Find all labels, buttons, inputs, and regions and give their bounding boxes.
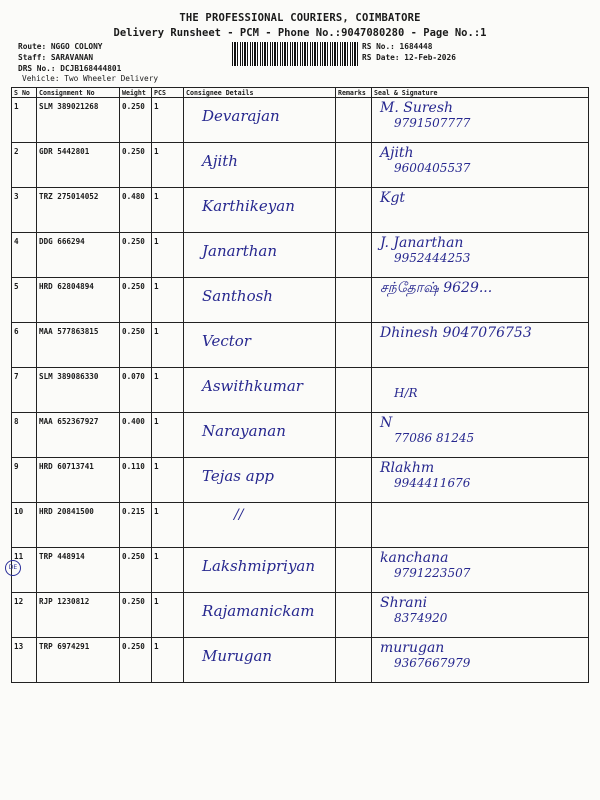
- consignment-cell: RJP 1230812: [37, 593, 120, 638]
- sno-cell: 13: [12, 638, 37, 683]
- signature-name: Shrani: [380, 595, 428, 611]
- table-row: [12, 458, 589, 503]
- consignee-cell: [184, 593, 336, 638]
- consignee-cell: [184, 233, 336, 278]
- consignment-cell: HRD 62804894: [37, 278, 120, 323]
- sno-cell: 10: [12, 503, 37, 548]
- weight-cell: 0.110: [120, 458, 152, 503]
- col-consignee: Consignee Details: [184, 88, 336, 98]
- signature-phone: 9944411676: [394, 476, 471, 490]
- consignee-cell: [184, 458, 336, 503]
- remarks-cell: [336, 503, 372, 548]
- staff-label: Staff: SARAVANAN: [18, 53, 94, 62]
- pcs-cell: 1: [152, 98, 184, 143]
- signature-name: kanchana: [380, 550, 449, 566]
- consignee-handwriting: Rajamanickam: [202, 602, 315, 620]
- table-row: [12, 503, 589, 548]
- sno-cell: 4: [12, 233, 37, 278]
- consignment-cell: HRD 60713741: [37, 458, 120, 503]
- weight-cell: 0.400: [120, 413, 152, 458]
- signature-cell: [372, 413, 589, 458]
- delivery-table: [11, 87, 589, 683]
- route-label: Route: NGGO COLONY: [18, 42, 103, 51]
- handwritten-stamp: DE: [5, 560, 21, 576]
- signature-name: Ajith: [380, 145, 414, 161]
- weight-cell: 0.250: [120, 323, 152, 368]
- table-row: [12, 188, 589, 233]
- weight-cell: 0.070: [120, 368, 152, 413]
- table-row: [12, 278, 589, 323]
- pcs-cell: 1: [152, 188, 184, 233]
- consignee-handwriting: Karthikeyan: [202, 197, 295, 215]
- weight-cell: 0.250: [120, 638, 152, 683]
- signature-phone: 9791223507: [394, 566, 471, 580]
- consignment-cell: SLM 389021268: [37, 98, 120, 143]
- rs-number: RS No.: 1684448: [362, 42, 433, 51]
- pcs-cell: 1: [152, 323, 184, 368]
- consignee-handwriting: Tejas app: [202, 467, 274, 485]
- remarks-cell: [336, 368, 372, 413]
- remarks-cell: [336, 323, 372, 368]
- signature-name: Dhinesh 9047076753: [380, 325, 532, 341]
- remarks-cell: [336, 233, 372, 278]
- table-row: [12, 233, 589, 278]
- remarks-cell: [336, 143, 372, 188]
- consignee-handwriting: Lakshmipriyan: [202, 557, 316, 575]
- signature-cell: [372, 503, 589, 548]
- sno-cell: 6: [12, 323, 37, 368]
- signature-cell: [372, 548, 589, 593]
- remarks-cell: [336, 278, 372, 323]
- consignment-cell: HRD 20841500: [37, 503, 120, 548]
- remarks-cell: [336, 593, 372, 638]
- remarks-cell: [336, 188, 372, 233]
- consignment-cell: TRP 448914: [37, 548, 120, 593]
- signature-phone: 9791507777: [394, 116, 471, 130]
- signature-name: N: [380, 415, 393, 431]
- signature-phone: 8374920: [394, 611, 448, 625]
- consignee-handwriting: Murugan: [202, 647, 273, 665]
- consignee-cell: [184, 188, 336, 233]
- table-row: [12, 413, 589, 458]
- sno-cell: 7: [12, 368, 37, 413]
- signature-cell: [372, 638, 589, 683]
- signature-phone: 9367667979: [394, 656, 471, 670]
- table-row: [12, 593, 589, 638]
- signature-phone: 77086 81245: [394, 431, 475, 445]
- sno-cell: 9: [12, 458, 37, 503]
- col-signature: Seal & Signature: [372, 88, 589, 98]
- consignee-handwriting: Janarthan: [202, 242, 278, 260]
- consignment-cell: SLM 389086330: [37, 368, 120, 413]
- table-row: [12, 98, 589, 143]
- pcs-cell: 1: [152, 143, 184, 188]
- consignee-cell: [184, 278, 336, 323]
- barcode-image: [232, 42, 358, 66]
- signature-cell: [372, 188, 589, 233]
- remarks-cell: [336, 638, 372, 683]
- signature-name: J. Janarthan: [380, 235, 464, 251]
- remarks-cell: [336, 548, 372, 593]
- weight-cell: 0.250: [120, 548, 152, 593]
- signature-phone: 9600405537: [394, 161, 471, 175]
- signature-cell: [372, 278, 589, 323]
- remarks-cell: [336, 98, 372, 143]
- consignee-handwriting: Santhosh: [202, 287, 273, 305]
- consignee-cell: [184, 323, 336, 368]
- consignee-cell: [184, 143, 336, 188]
- rs-date: RS Date: 12-Feb-2026: [362, 53, 456, 62]
- consignment-cell: DDG 666294: [37, 233, 120, 278]
- pcs-cell: 1: [152, 638, 184, 683]
- sno-cell: 5: [12, 278, 37, 323]
- table-header-row: [12, 88, 589, 98]
- signature-phone: 9952444253: [394, 251, 471, 265]
- pcs-cell: 1: [152, 458, 184, 503]
- consignee-cell: [184, 98, 336, 143]
- signature-name: சந்தோஷ் 9629...: [380, 280, 493, 296]
- pcs-cell: 1: [152, 278, 184, 323]
- sno-cell: 3: [12, 188, 37, 233]
- weight-cell: 0.250: [120, 278, 152, 323]
- sno-cell: 12: [12, 593, 37, 638]
- signature-cell: [372, 593, 589, 638]
- sno-cell: 8: [12, 413, 37, 458]
- consignee-cell: [184, 548, 336, 593]
- consignee-handwriting: Devarajan: [202, 107, 280, 125]
- table-row: [12, 368, 589, 413]
- signature-name: M. Suresh: [380, 100, 454, 116]
- pcs-cell: 1: [152, 593, 184, 638]
- drs-number: DRS No.: DCJB168444801: [18, 64, 122, 73]
- sno-cell: 2: [12, 143, 37, 188]
- sno-cell: 1: [12, 98, 37, 143]
- weight-cell: 0.250: [120, 143, 152, 188]
- consignment-cell: TRZ 275014052: [37, 188, 120, 233]
- weight-cell: 0.480: [120, 188, 152, 233]
- signature-cell: [372, 233, 589, 278]
- consignee-handwriting: Ajith: [202, 152, 238, 170]
- table-row: [12, 548, 589, 593]
- table-row: [12, 143, 589, 188]
- sno-cell: 11: [12, 548, 37, 593]
- consignment-cell: GDR 5442801: [37, 143, 120, 188]
- signature-name: Kgt: [380, 190, 406, 206]
- signature-name: Rlakhm: [380, 460, 435, 476]
- table-row: [12, 638, 589, 683]
- consignee-handwriting: //: [234, 507, 244, 523]
- pcs-cell: 1: [152, 548, 184, 593]
- remarks-cell: [336, 458, 372, 503]
- col-consignment: Consignment No: [37, 88, 120, 98]
- remarks-cell: [336, 413, 372, 458]
- weight-cell: 0.215: [120, 503, 152, 548]
- signature-cell: [372, 143, 589, 188]
- consignee-handwriting: Vector: [202, 332, 251, 350]
- weight-cell: 0.250: [120, 233, 152, 278]
- signature-phone: H/R: [394, 386, 418, 400]
- consignee-cell: [184, 503, 336, 548]
- pcs-cell: 1: [152, 233, 184, 278]
- consignee-handwriting: Narayanan: [202, 422, 286, 440]
- pcs-cell: 1: [152, 503, 184, 548]
- weight-cell: 0.250: [120, 98, 152, 143]
- consignee-cell: [184, 638, 336, 683]
- consignment-cell: MAA 577863815: [37, 323, 120, 368]
- col-weight: Weight: [120, 88, 152, 98]
- table-row: [12, 323, 589, 368]
- company-title: THE PROFESSIONAL COURIERS, COIMBATORE: [179, 12, 421, 24]
- signature-cell: [372, 368, 589, 413]
- col-sno: S No: [12, 88, 37, 98]
- vehicle-label: Vehicle: Two Wheeler Delivery: [22, 74, 159, 83]
- consignee-handwriting: Aswithkumar: [202, 377, 303, 395]
- signature-cell: [372, 323, 589, 368]
- pcs-cell: 1: [152, 413, 184, 458]
- consignment-cell: TRP 6974291: [37, 638, 120, 683]
- runsheet-subtitle: Delivery Runsheet - PCM - Phone No.:9047080280 - Page No.:1: [113, 27, 487, 39]
- consignment-cell: MAA 652367927: [37, 413, 120, 458]
- consignee-cell: [184, 413, 336, 458]
- weight-cell: 0.250: [120, 593, 152, 638]
- pcs-cell: 1: [152, 368, 184, 413]
- signature-name: murugan: [380, 640, 445, 656]
- col-remarks: Remarks: [336, 88, 372, 98]
- signature-cell: [372, 98, 589, 143]
- signature-cell: [372, 458, 589, 503]
- consignee-cell: [184, 368, 336, 413]
- col-pcs: PCS: [152, 88, 184, 98]
